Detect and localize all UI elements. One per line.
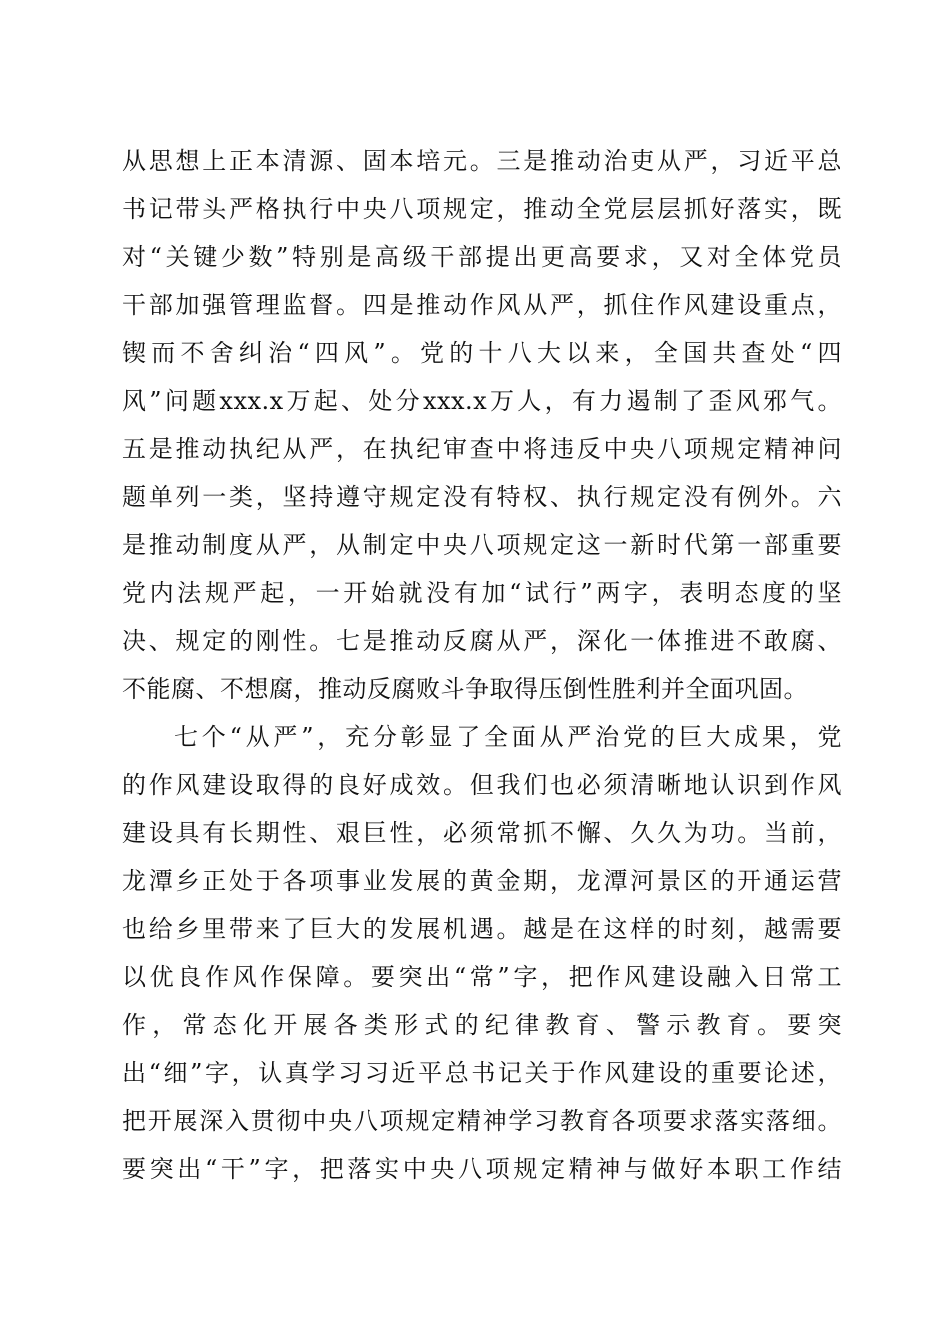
paragraph-2-line-3: 建设具有长期性、艰巨性，必须常抓不懈、久久为功。当前， [122,819,842,847]
paragraph-2-line-2: 的作风建设取得的良好成效。但我们也必须清晰地认识到作风 [122,771,842,799]
paragraph-2-line-1: 七个“从严”，充分彰显了全面从严治党的巨大成果，党 [174,723,842,751]
paragraph-2-line-5: 也给乡里带来了巨大的发展机遇。越是在这样的时刻，越需要 [122,915,842,943]
paragraph-1-line-11: 决、规定的刚性。七是推动反腐从严，深化一体推进不敢腐、 [122,627,842,655]
paragraph-2-line-9: 把开展深入贯彻中央八项规定精神学习教育各项要求落实落细。 [122,1107,842,1135]
paragraph-2-line-10: 要突出“干”字，把落实中央八项规定精神与做好本职工作结 [122,1155,842,1183]
paragraph-1-line-7: 五是推动执纪从严，在执纪审查中将违反中央八项规定精神问 [122,435,842,463]
paragraph-2-line-6: 以优良作风作保障。要突出“常”字，把作风建设融入日常工 [122,963,842,991]
paragraph-1-line-9: 是推动制度从严，从制定中央八项规定这一新时代第一部重要 [122,531,842,559]
paragraph-1-line-1: 从思想上正本清源、固本培元。三是推动治吏从严，习近平总 [122,147,842,175]
paragraph-2-line-8: 出“细”字，认真学习习近平总书记关于作风建设的重要论述， [122,1059,842,1087]
paragraph-1-line-5: 锲而不舍纠治“四风”。党的十八大以来，全国共查处“四 [122,339,842,367]
paragraph-1-line-2: 书记带头严格执行中央八项规定，推动全党层层抓好落实，既 [122,195,842,223]
paragraph-2-line-4: 龙潭乡正处于各项事业发展的黄金期，龙潭河景区的开通运营 [122,867,842,895]
paragraph-2-line-7: 作，常态化开展各类形式的纪律教育、警示教育。要突 [122,1011,842,1039]
paragraph-1-line-12: 不能腐、不想腐，推动反腐败斗争取得压倒性胜利并全面巩固。 [122,675,808,703]
paragraph-1-line-4: 干部加强管理监督。四是推动作风从严，抓住作风建设重点， [122,291,842,319]
paragraph-1-line-6: 风”问题xxx.x万起、处分xxx.x万人，有力遏制了歪风邪气。 [122,387,842,415]
paragraph-1-line-3: 对“关键少数”特别是高级干部提出更高要求，又对全体党员 [122,243,842,271]
paragraph-1-line-8: 题单列一类，坚持遵守规定没有特权、执行规定没有例外。六 [122,483,842,511]
paragraph-1-line-10: 党内法规严起，一开始就没有加“试行”两字，表明态度的坚 [122,579,842,607]
